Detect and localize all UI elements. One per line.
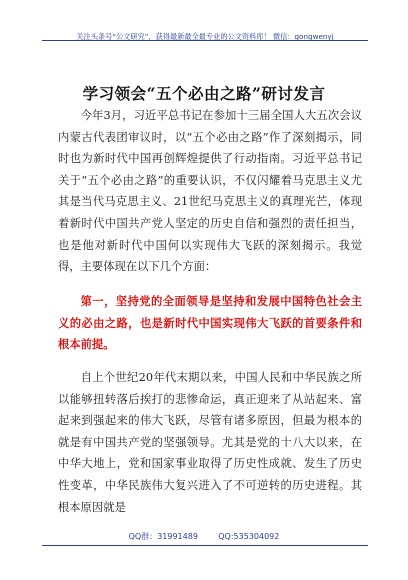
body-paragraph-highlight: 第一，坚持党的全面领导是坚持和发展中国特色社会主义的必由之路，也是新时代中国实现伟大飞跃的首要条件和根本前提。: [58, 294, 362, 352]
header-notice-bar: [42, 24, 368, 41]
footer-divider: [42, 545, 368, 546]
body-paragraph-intro: 今年3月，习近平总书记在参加十三届全国人大五次会议内蒙古代表团审议时，以“五个必由之路”作了深刻揭示，同时也为新时代中国再创辉煌提供了行动指南。习近平总书记关于“五个必由之路”的重要认识，不仅闪耀着马克思主义尤其是当代马克思主义、21世纪马克思主义的真理光芒，体现着新时代中国共产党人坚定的历史自信和强烈的责任担当，也是他对新时代中国何以实现伟大飞跃的深刻揭示。我觉得，主要体现在以下几个方面：: [58, 109, 362, 274]
document-title: 学习领会“五个必由之路”研讨发言: [82, 84, 326, 103]
header-notice-text: 关注头条号“公文研究”，获得最新最全最专业的公文资料库！ 微信：gongwenyj: [76, 32, 334, 41]
footer-contact-text: QQ群：31991489 QQ:535304092: [128, 532, 280, 541]
body-paragraph-history: 自上个世纪20年代末期以来，中国人民和中华民族之所以能够扭转落后挨打的悲惨命运，真正迎来了从站起来、富起来到强起来的伟大飞跃，尽管有诸多原因，但最为根本的就是有中国共产党的坚强领导。尤其是党的十八大以来，在中华大地上，党和国家事业取得了历史性成就、发生了历史性变革，中华民族伟大复兴进入了不可逆转的历史进程。其根本原因就是: [58, 371, 362, 514]
